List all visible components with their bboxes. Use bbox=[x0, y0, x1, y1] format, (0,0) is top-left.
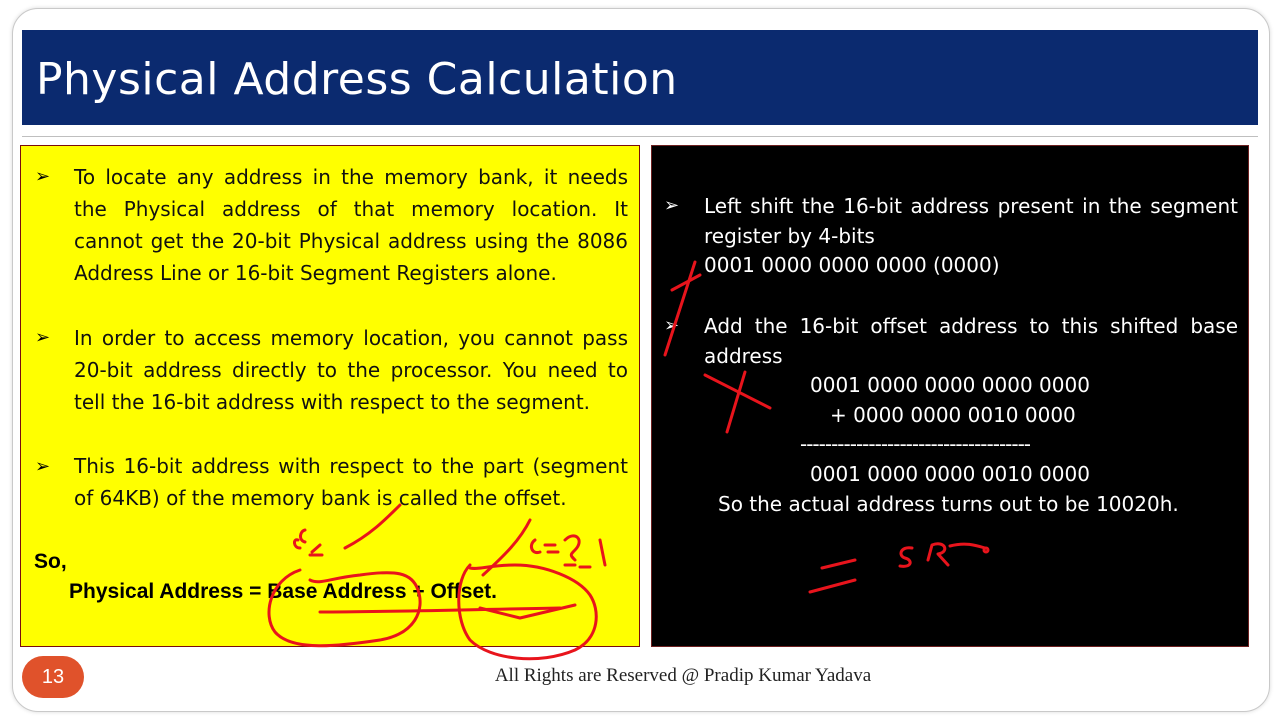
left-bullet-2: In order to access memory location, you cannot pass 20-bit address directly to the processor. You need to tell the 16-bit address with respect to the segment. bbox=[74, 326, 628, 414]
bullet-arrow-icon: ➢ bbox=[664, 315, 680, 336]
sum-line-2: + 0000 0000 0010 0000 bbox=[830, 403, 1076, 427]
sum-line-1: 0001 0000 0000 0000 0000 bbox=[810, 373, 1090, 397]
slide-title: Physical Address Calculation bbox=[36, 54, 678, 105]
conclusion-text: So the actual address turns out to be 10020h. bbox=[718, 492, 1179, 516]
right-bullet-2: Add the 16-bit offset address to this shifted base address bbox=[704, 314, 1238, 368]
title-bar bbox=[22, 30, 1258, 125]
bullet-arrow-icon: ➢ bbox=[35, 166, 51, 187]
title-divider bbox=[22, 136, 1258, 137]
sum-result: 0001 0000 0000 0010 0000 bbox=[810, 462, 1090, 486]
page-number-badge: 13 bbox=[22, 656, 84, 698]
bullet-arrow-icon: ➢ bbox=[35, 456, 51, 477]
footer-copyright: All Rights are Reserved @ Pradip Kumar Yadava bbox=[494, 665, 872, 686]
formula-line: Physical Address = Base Address + Offset. bbox=[69, 580, 497, 603]
so-label: So, bbox=[34, 550, 67, 573]
bullet-arrow-icon: ➢ bbox=[35, 327, 51, 348]
sum-separator: ------------------------------------- bbox=[800, 432, 1031, 456]
bullet-arrow-icon: ➢ bbox=[664, 195, 680, 216]
left-bullet-3: This 16-bit address with respect to the part (segment of 64KB) of the memory bank is called the offset. bbox=[74, 454, 628, 510]
left-bullet-1: To locate any address in the memory bank, it needs the Physical address of that memory location. It cannot get the 20-bit Physical address using the 8086 Address Line or 16-bit Segment Registers alone. bbox=[74, 165, 628, 285]
right-bullet-1: Left shift the 16-bit address present in the segment register by 4-bits bbox=[704, 194, 1238, 248]
shifted-value: 0001 0000 0000 0000 (0000) bbox=[704, 253, 1000, 277]
